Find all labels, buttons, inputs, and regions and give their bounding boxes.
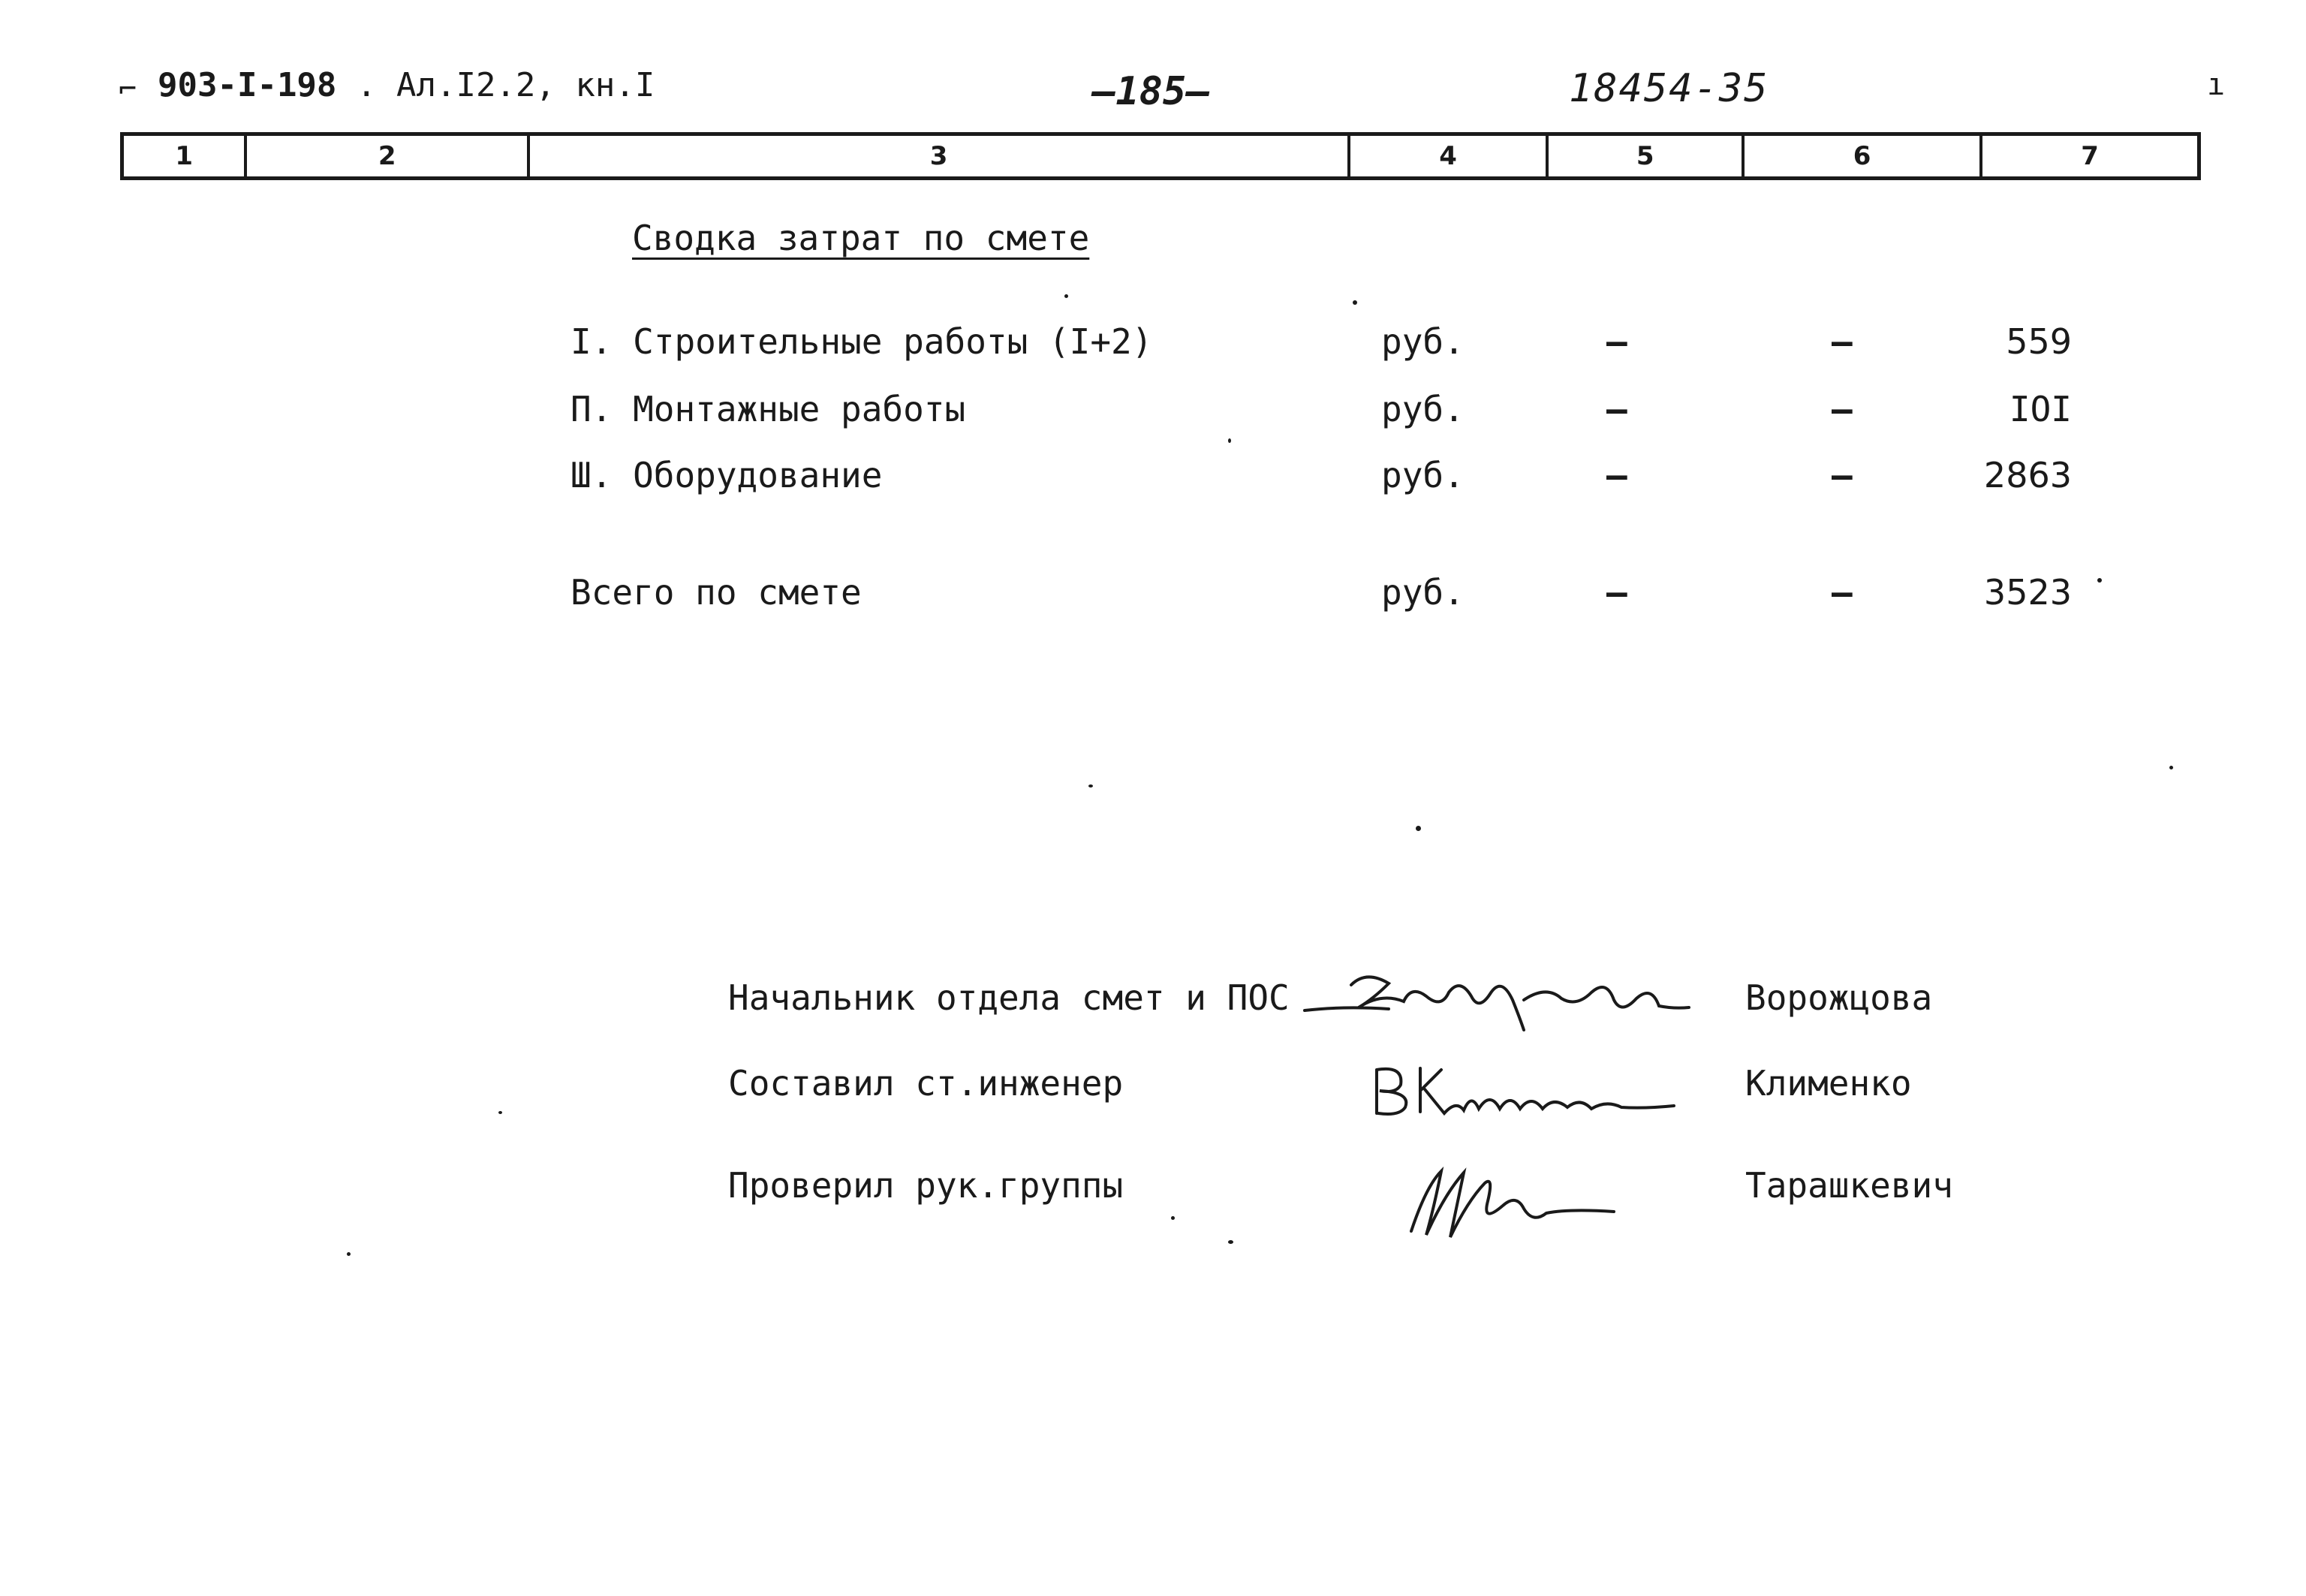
handwritten-signature — [1404, 1156, 1629, 1254]
total-col5: – — [1606, 572, 1627, 613]
album-reference: . Ал.I2.2, кн.I — [357, 66, 655, 104]
scan-speck — [1416, 826, 1421, 831]
scan-speck — [1171, 1216, 1175, 1220]
row-unit: руб. — [1381, 455, 1465, 495]
handwritten-signature — [1366, 1055, 1696, 1126]
signature-name: Клименко — [1745, 1063, 1912, 1104]
signature-name: Ворожцова — [1745, 977, 1933, 1018]
scan-speck — [2097, 578, 2102, 583]
total-label: Всего по смете — [570, 572, 862, 613]
column-header-strip — [120, 132, 2201, 180]
signature-role: Начальник отдела смет и ПОС — [728, 977, 1290, 1018]
column-header-3: 3 — [530, 136, 1350, 176]
column-header-4: 4 — [1350, 136, 1549, 176]
scan-speck — [2169, 766, 2173, 769]
signature-role: Составил ст.инженер — [728, 1063, 1124, 1104]
column-header-1: 1 — [124, 136, 247, 176]
column-header-6: 6 — [1745, 136, 1982, 176]
row-value: 2863 — [1983, 455, 2072, 495]
row-label: I. Строительные работы (I+2) — [570, 321, 1153, 362]
signature-role: Проверил рук.группы — [728, 1165, 1124, 1206]
total-value: 3523 — [1983, 572, 2072, 613]
row-unit: руб. — [1381, 321, 1465, 362]
row-col6: – — [1832, 389, 1853, 429]
scan-speck — [1228, 438, 1231, 443]
margin-tick: ı — [2207, 68, 2226, 102]
document-code: 903-I-198 — [158, 66, 337, 104]
row-label: П. Монтажные работы — [570, 389, 966, 429]
scan-speck — [1228, 1240, 1233, 1244]
total-unit: руб. — [1381, 572, 1465, 613]
column-header-5: 5 — [1549, 136, 1745, 176]
registration-number: 18454-35 — [1569, 66, 1769, 111]
row-col6: – — [1832, 321, 1853, 362]
row-label: Ш. Оборудование — [570, 455, 883, 495]
corner-mark: ⌐ — [119, 72, 137, 107]
row-col5: – — [1606, 389, 1627, 429]
summary-title: Сводка затрат по смете — [632, 218, 1090, 258]
column-header-7: 7 — [2081, 141, 2099, 171]
scan-speck — [1353, 300, 1357, 305]
handwritten-signature — [1299, 962, 1704, 1045]
total-col6: – — [1832, 572, 1853, 613]
signature-name: Тарашкевич — [1745, 1165, 1953, 1206]
scan-speck — [347, 1252, 351, 1256]
page-number: —185— — [1092, 69, 1210, 114]
row-col5: – — [1606, 455, 1627, 495]
row-col6: – — [1832, 455, 1853, 495]
column-header-2: 2 — [247, 136, 530, 176]
scan-speck — [1064, 294, 1068, 298]
scan-speck — [1088, 784, 1093, 787]
scan-speck — [498, 1111, 502, 1114]
row-unit: руб. — [1381, 389, 1465, 429]
row-value: IOI — [2009, 389, 2072, 429]
row-col5: – — [1606, 321, 1627, 362]
row-value: 559 — [2006, 321, 2072, 362]
